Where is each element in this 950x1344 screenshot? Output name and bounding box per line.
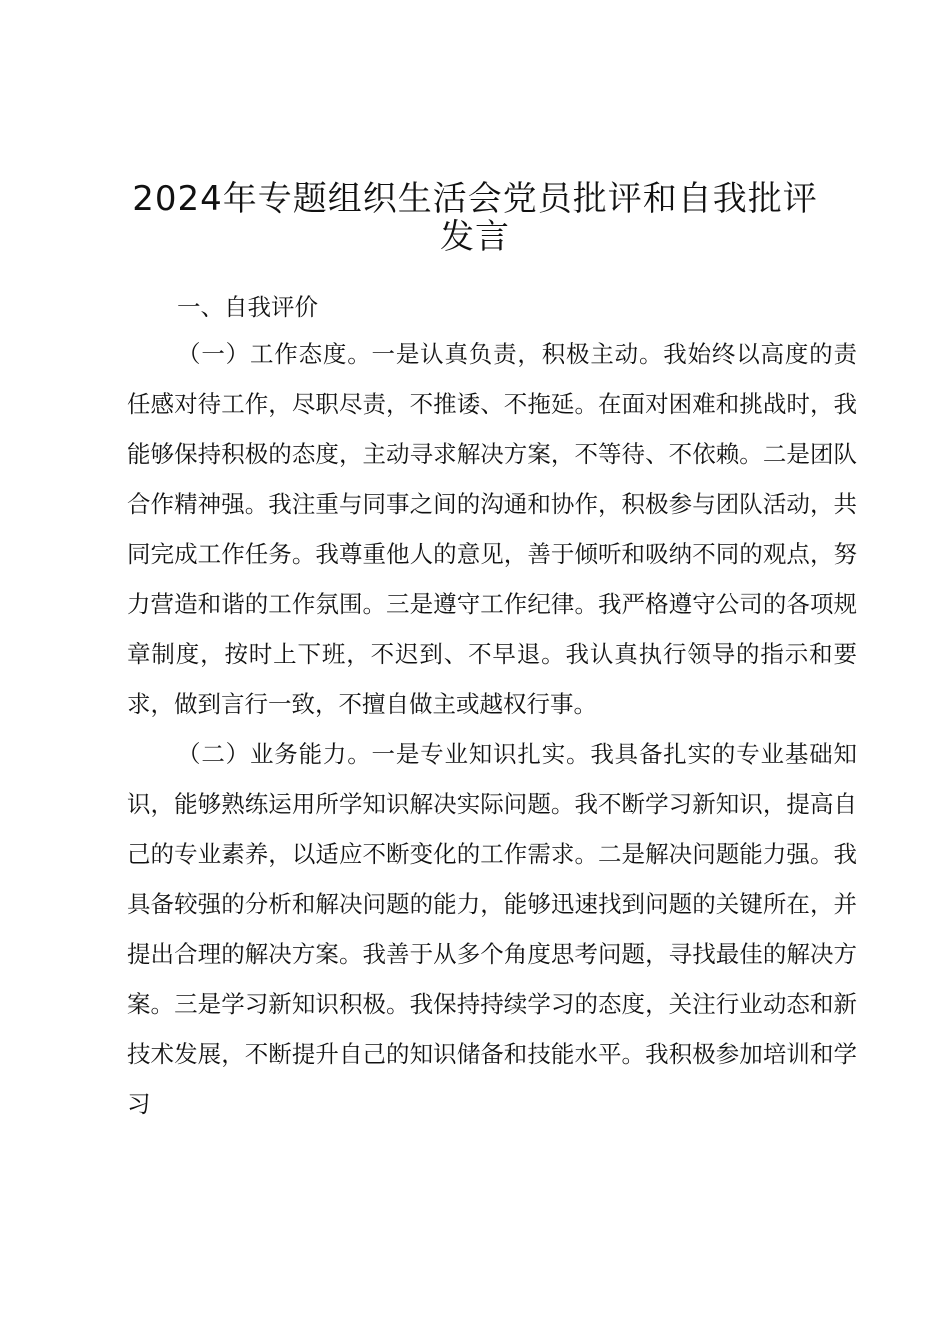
document-body [127, 285, 857, 1129]
paragraph-business-ability: （二）业务能力。一是专业知识扎实。我具备扎实的专业基础知识，能够熟练运用所学知识解决实际问题。我不断学习新知识，提高自己的专业素养，以适应不断变化的工作需求。二是解决问题能力强。我具备较强的分析和解决问题的能力，能够迅速找到问题的关键所在，并提出合理的解决方案。我善于从多个角度思考问题，寻找最佳的解决方案。三是学习新知识积极。我保持持续学习的态度，关注行业动态和新技术发展，不断提升自己的知识储备和技能水平。我积极参加培训和学习 [127, 740, 857, 1118]
paragraph-work-attitude: （一）工作态度。一是认真负责，积极主动。我始终以高度的责任感对待工作，尽职尽责，不推诿、不拖延。在面对困难和挑战时，我能够保持积极的态度，主动寻求解决方案，不等待、不依赖。二是团队合作精神强。我注重与同事之间的沟通和协作，积极参与团队活动，共同完成工作任务。我尊重他人的意见，善于倾听和吸纳不同的观点，努力营造和谐的工作氛围。三是遵守工作纪律。我严格遵守公司的各项规章制度，按时上下班，不迟到、不早退。我认真执行领导的指示和要求，做到言行一致，不擅自做主或越权行事。 [127, 340, 857, 718]
title-line-2: 发言 [440, 217, 510, 257]
section-heading: 一、自我评价 [177, 293, 318, 321]
title-line-1: 2024年专题组织生活会党员批评和自我批评 [132, 179, 818, 219]
document-title [110, 180, 840, 256]
